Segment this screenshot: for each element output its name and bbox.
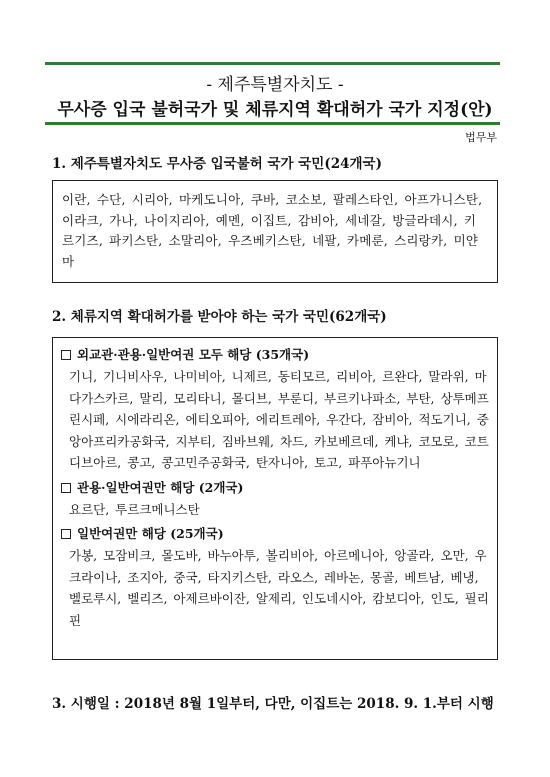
title-top-rule — [45, 62, 500, 65]
group2-countries: 요르단, 투르크메니스탄 — [69, 501, 200, 517]
title-region: - 제주특별자치도 - — [206, 75, 344, 95]
section1-countries: 이란, 수단, 시리아, 마케도니아, 쿠바, 코소보, 팔레스타인, 아프가니스탄, 이라크, 가나, 나이지리아, 예멘, 이집트, 감비아, 세네갈, 방글라데시, 키르기즈, 파키스탄, 소말리아, 우즈베키스탄, 네팔, 카메룬, 스리랑카, 미얀마 — [62, 192, 483, 269]
group3-heading — [61, 523, 489, 545]
section3-heading: 3. 시행일 : 2018년 8월 1일부터, 다만, 이집트는 2018. 9. 1.부터 시행 — [52, 696, 494, 712]
section1-box — [52, 180, 498, 283]
group1-countries: 기니, 기니비사우, 나미비아, 니제르, 동티모르, 리비아, 르완다, 말라위, 마다가스카르, 말리, 모리타니, 몰디브, 부룬디, 부르키나파소, 부탄, 상투메프린시페, 시에라리온, 에티오피아, 에리트레아, 우간다, 잠비아, 적도기니, 중앙아프리카공화국, 지부티, 짐바브웨, 차드, 카보베르데, 케냐, 코모로, 코트디브아르, 콩고, 콩고민주공화국, 탄자니아, 토고, 파푸아뉴기니 — [69, 369, 489, 470]
section2-box — [52, 337, 498, 660]
document-title: 무사증 입국 불허국가 및 체류지역 확대허가 국가 지정(안) — [57, 100, 493, 120]
checkbox-icon — [61, 350, 71, 360]
group1-heading — [61, 344, 489, 366]
section2-heading: 2. 체류지역 확대허가를 받아야 하는 국가 국민(62개국) — [52, 309, 387, 325]
group1-label: 외교관·관용·일반여권 모두 해당 (35개국) — [77, 347, 310, 362]
group2-label: 관용·일반여권만 해당 (2개국) — [77, 479, 244, 495]
section1-heading: 1. 제주특별자치도 무사증 입국불허 국가 국민(24개국) — [52, 156, 382, 172]
group2-heading — [61, 477, 489, 499]
ministry-name: 법무부 — [465, 131, 497, 144]
group3-countries: 가봉, 모잠비크, 몰도바, 바누아투, 볼리비아, 아르메니아, 앙골라, 오만, 우크라이나, 조지아, 중국, 타지키스탄, 라오스, 레바논, 몽골, 베트남, 베냉, 벨로루시, 벨리즈, 아제르바이잔, 알제리, 인도네시아, 캄보디아, 인도, 필리핀 — [69, 548, 489, 628]
checkbox-icon — [61, 483, 71, 493]
checkbox-icon — [61, 529, 71, 539]
group3-label: 일반여권만 해당 (25개국) — [77, 526, 224, 541]
title-bottom-rule — [45, 122, 500, 125]
